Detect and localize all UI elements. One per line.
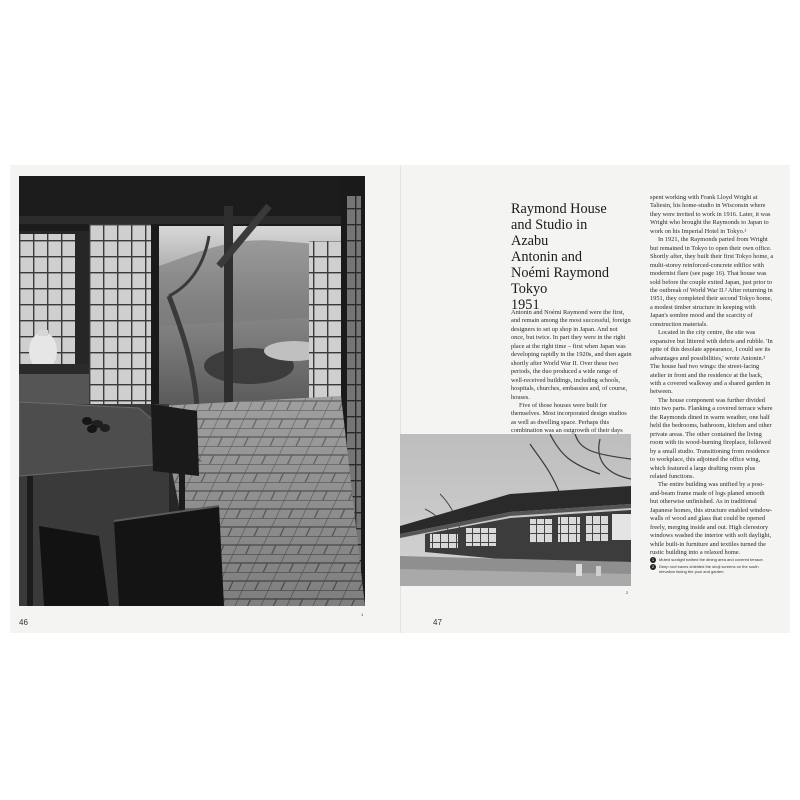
caption-number: 1: [651, 557, 655, 562]
figure-1-number: 1: [361, 612, 364, 617]
paragraph: The entire building was unified by a post-and-beam frame made of logs planed smooth but otherwise unfinished. As in traditional Japanese homes, this structure enabled window-walls of wood and glass that could be opened freely, merging inside and out. High clerestory windows washed the interior with soft daylight, while built-in furniture and textiles turned the rustic building into a relaxed home.: [650, 481, 773, 557]
title-line: and Studio in Azabu: [511, 217, 588, 249]
interior-photo: [19, 176, 365, 606]
body-column-1: [511, 309, 632, 436]
page-number-right: 47: [433, 618, 442, 627]
title-line: Antonin and: [511, 249, 583, 265]
paragraph: The house component was further divided into two parts. Flanking a covered terrace where the Raymonds dined in warm weather, one half held the bedrooms, bathroom, kitchen and other private areas. The other contained the living room with its wood-burning fireplace, followed by a small studio. Transitioning from residence to workplace, this adjoined the office wing, which featured a large drafting room plus related functions.: [650, 396, 773, 480]
page-number-left: 46: [19, 618, 28, 627]
paragraph: Five of those houses were built for themselves. Most incorporated design studios as well as dwelling space. Perhaps this combination was an outgrowth of their days: [511, 401, 627, 435]
exterior-photo: [400, 434, 631, 586]
caption-number: 2: [651, 564, 655, 569]
paragraph: Antonin and Noémi Raymond were the first, and remain among the most successful, foreign designers to set up shop in Japan. And not once, but twice. In part they were in the right place at the right time – first when Japan was developing rapidly in the 1920s, and then again shortly after World War II. Over these two periods, the duo produced a wide range of well-received buildings, including schools, hospitals, churches, embassies and, of course, houses.: [511, 309, 632, 401]
title-line: Noémi Raymond: [511, 265, 610, 281]
caption-2: [650, 564, 774, 574]
paragraph: spent working with Frank Lloyd Wright at Taliesin, his home-studio in Wisconsin where they were invited to work in 1916. Later, it was Wright who brought the Raymonds to Japan to work on his Imperial Hotel in Tokyo.¹: [650, 194, 771, 235]
paragraph: Located in the city centre, the site was expansive but littered with debris and rubble. 'In spite of this desolate appearance, I could see its advantages and possibilities,' wrote Antonin.³ The house had two wings: the street-facing atelier in front and the residence at the back, with a covered walkway and a shared garden in between.: [650, 329, 773, 396]
title-line: Raymond House: [511, 201, 607, 217]
caption-1: [650, 557, 774, 562]
paragraph: In 1921, the Raymonds parted from Wright but remained in Tokyo to open their own office. Shortly after, they built their first Tokyo home, a multi-storey reinforced-concrete edifice with modernist flare (see page 16). That house was sold before the couple exited Japan, just prior to the outbreak of World War II.² After returning in 1951, they completed their second Tokyo home, a modest timber structure in keeping with Japan's sombre mood and the scarcity of construction materials.: [650, 236, 774, 328]
body-column-2: [650, 194, 774, 557]
caption-text: Deep roof eaves shielded the shoji screens on the south elevation facing the pool and garden.: [659, 564, 759, 574]
title-line: 1951: [511, 297, 540, 313]
figure-2-number: 2: [626, 590, 629, 595]
caption-text: Muted sunlight bathed the dining area and covered terrace.: [659, 557, 764, 562]
article-title: [511, 201, 626, 313]
captions: [650, 557, 774, 576]
title-line: Tokyo: [511, 281, 548, 297]
